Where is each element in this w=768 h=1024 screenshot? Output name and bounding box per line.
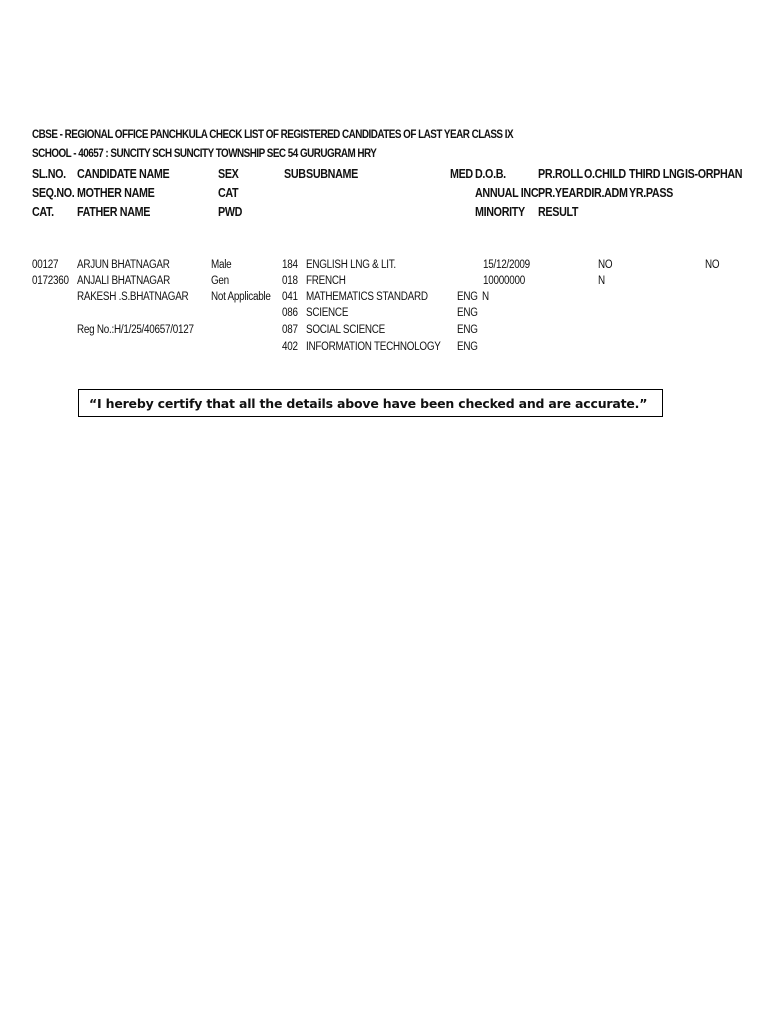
subject-name: SOCIAL SCIENCE [306,324,386,336]
father-name: RAKESH .S.BHATNAGAR [77,291,189,303]
subject-name: FRENCH [306,275,346,287]
header-subname: SUBNAME [306,167,358,181]
candidate-sex: Male [211,259,232,271]
school-line: SCHOOL - 40657 : SUNCITY SCH SUNCITY TOWNSHIP SEC 54 GURUGRAM HRY [32,148,377,160]
header-cat: CAT [218,186,239,200]
header-third-lng: THIRD LNG [629,167,685,181]
subject-name: MATHEMATICS STANDARD [306,291,428,303]
header-seqno: SEQ.NO. [32,186,75,200]
subject-medium: ENG [457,324,478,336]
header-o-child: O.CHILD [584,167,626,181]
header-pr-roll: PR.ROLL [538,167,583,181]
subject-code: 087 [282,324,298,336]
header-med: MED [450,167,473,181]
header-sex: SEX [218,167,239,181]
is-orphan: NO [705,259,720,271]
candidate-category: Gen [211,275,229,287]
header-slno: SL.NO. [32,167,66,181]
header-is-orphan: IS-ORPHAN [685,167,743,181]
certification-statement: “I hereby certify that all the details above have been checked and are accurate.” [89,396,648,411]
certification-box [78,389,663,417]
subject-name: INFORMATION TECHNOLOGY [306,341,441,353]
header-sub: SUB [284,167,306,181]
header-minority: MINORITY [475,205,525,219]
candidate-dob: 15/12/2009 [483,259,530,271]
candidate-name: ARJUN BHATNAGAR [77,259,170,271]
subject-code: 086 [282,307,298,319]
only-child: NO [598,259,613,271]
subject-medium: ENG [457,341,478,353]
header-dir-adm: DIR.ADM [584,186,628,200]
header-candidate-name: CANDIDATE NAME [77,167,170,181]
minority-status: N [482,291,489,303]
subject-name: ENGLISH LNG & LIT. [306,259,396,271]
header-annual-inc: ANNUAL INC [475,186,539,200]
document-title: CBSE - REGIONAL OFFICE PANCHKULA CHECK LIST OF REGISTERED CANDIDATES OF LAST YEAR CLASS IX [32,129,514,141]
subject-medium: ENG [457,291,478,303]
header-pr-year: PR.YEAR [538,186,584,200]
candidate-pwd: Not Applicable [211,291,271,303]
header-category: CAT. [32,205,54,219]
subject-medium: ENG [457,307,478,319]
direct-admission: N [598,275,605,287]
candidate-slno: 00127 [32,259,59,271]
header-dob: D.O.B. [475,167,506,181]
header-pwd: PWD [218,205,243,219]
header-father-name: FATHER NAME [77,205,151,219]
header-yr-pass: YR.PASS [629,186,673,200]
header-mother-name: MOTHER NAME [77,186,155,200]
annual-income: 10000000 [483,275,525,287]
mother-name: ANJALI BHATNAGAR [77,275,170,287]
registration-number: Reg No.:H/1/25/40657/0127 [77,324,194,336]
subject-code: 402 [282,341,298,353]
subject-code: 184 [282,259,298,271]
subject-name: SCIENCE [306,307,349,319]
subject-code: 041 [282,291,298,303]
header-result: RESULT [538,205,579,219]
subject-code: 018 [282,275,298,287]
candidate-seqno: 0172360 [32,275,69,287]
